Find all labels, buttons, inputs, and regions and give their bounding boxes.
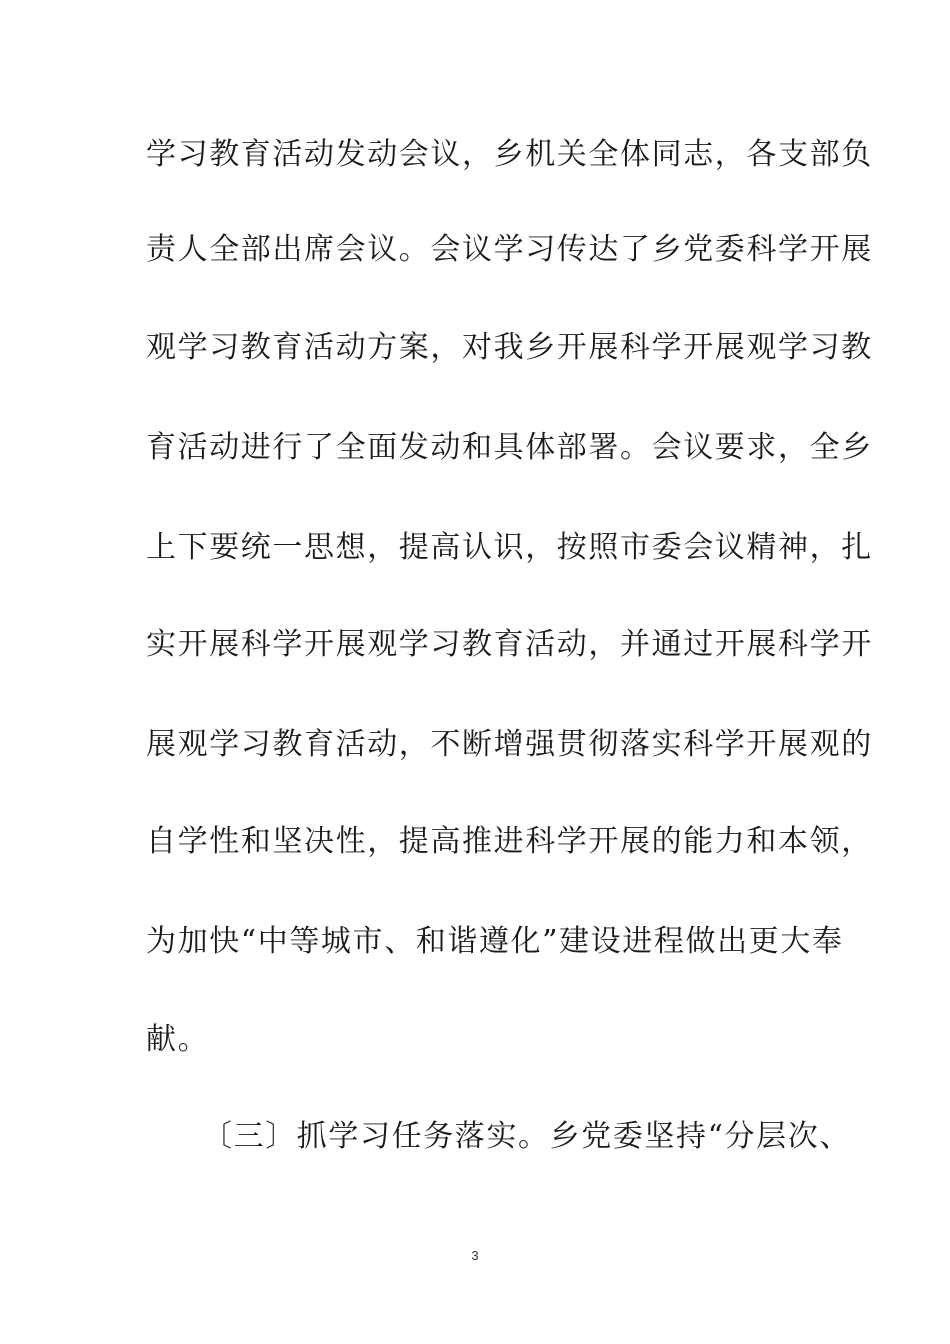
text-line: 献。 bbox=[146, 1022, 210, 1057]
text-line: 育活动进行了全面发动和具体部署。会议要求，全乡 bbox=[146, 430, 873, 465]
text-line: 为加快“中等城市、和谐遵化”建设进程做出更大奉 bbox=[146, 924, 844, 959]
text-line: 上下要统一思想，提高认识，按照市委会议精神，扎 bbox=[146, 530, 873, 565]
text-line: 实开展科学开展观学习教育活动，并通过开展科学开 bbox=[146, 627, 873, 662]
text-line: 观学习教育活动方案，对我乡开展科学开展观学习教 bbox=[146, 330, 873, 365]
text-line: 自学性和坚决性，提高推进科学开展的能力和本领， bbox=[146, 824, 873, 859]
text-line: 责人全部出席会议。会议学习传达了乡党委科学开展 bbox=[146, 232, 873, 267]
page-number: 3 bbox=[471, 1248, 479, 1263]
text-line: 学习教育活动发动会议，乡机关全体同志，各支部负 bbox=[146, 137, 873, 172]
text-line: 展观学习教育活动，不断增强贯彻落实科学开展观的 bbox=[146, 727, 873, 762]
paragraph-start-line: 〔三〕抓学习任务落实。乡党委坚持“分层次、 bbox=[202, 1119, 851, 1154]
